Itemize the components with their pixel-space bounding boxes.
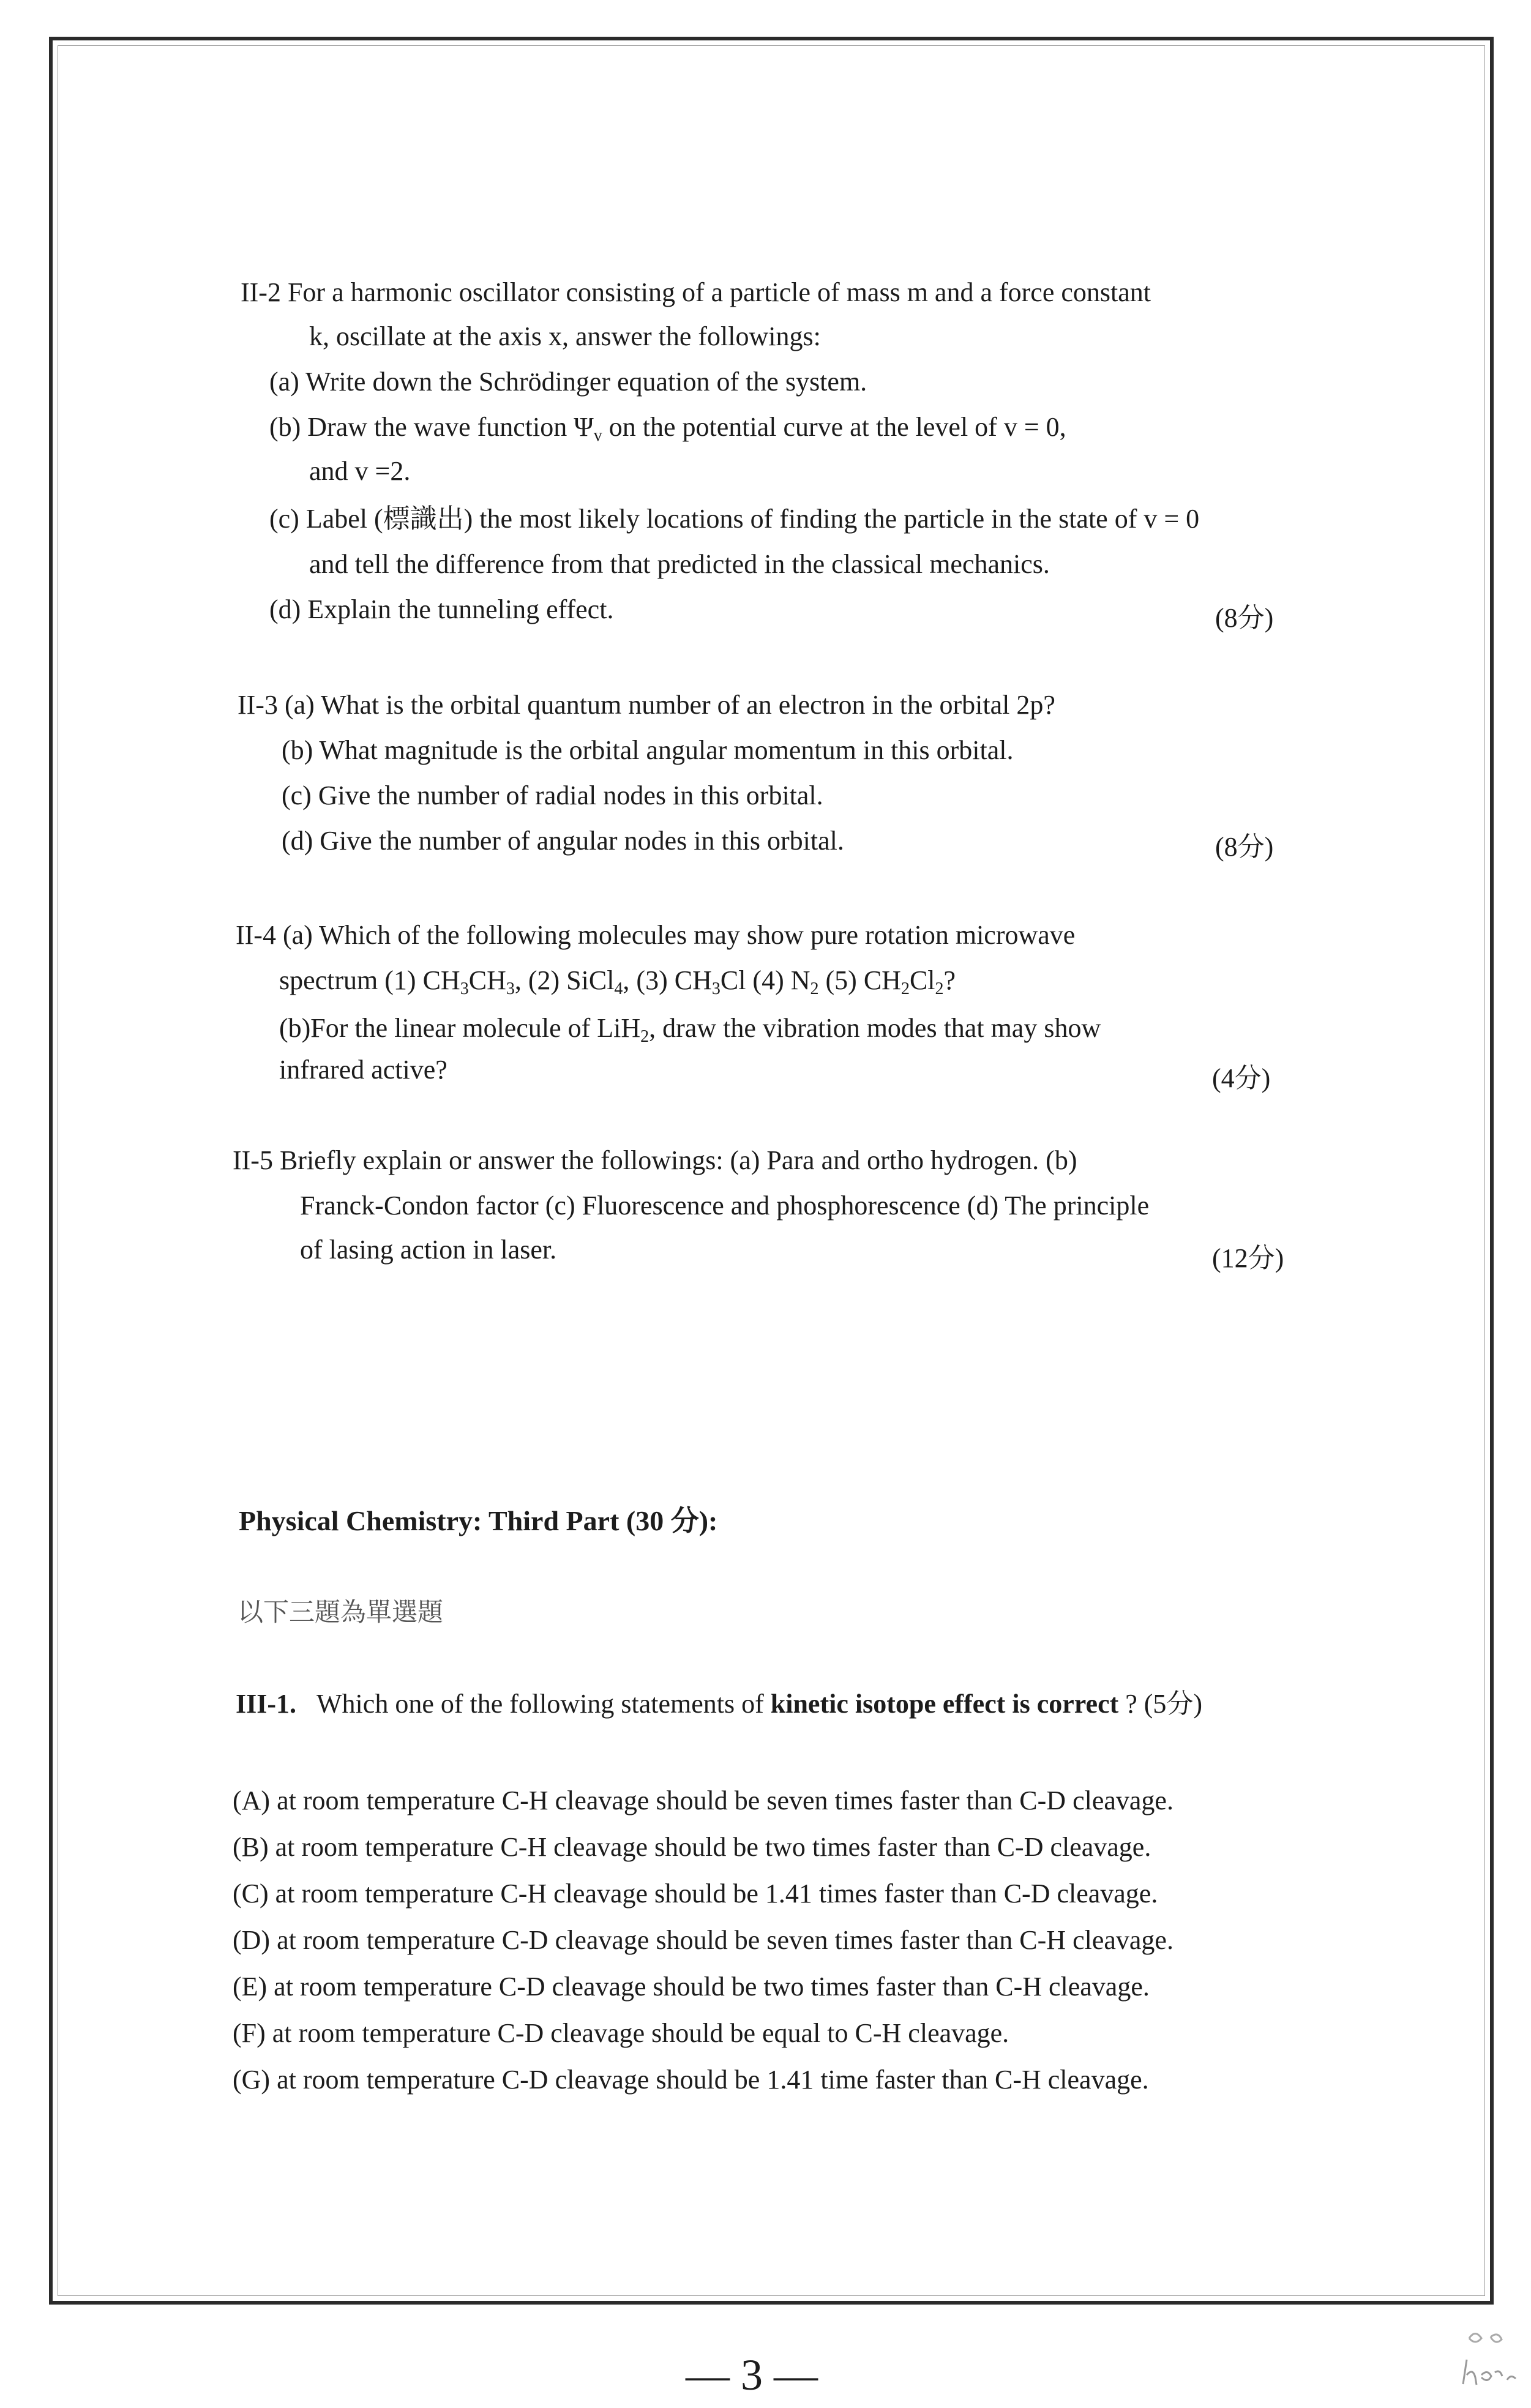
- q31-option-a: (A) at room temperature C-H cleavage should be seven times faster than C-D cleavage.: [233, 1785, 1174, 1815]
- q31-option-e: (E) at room temperature C-D cleavage should be two times faster than C-H cleavage.: [233, 1972, 1150, 2002]
- q5-score: (12分): [1212, 1243, 1284, 1273]
- q4-molecule-list: spectrum (1) $CH_3CH_3$, (2) SiCl$_4$, (3) $CH_3Cl$ (4) $N_2$ (5) $CH_2Cl_2$?: [279, 965, 956, 998]
- q31-label: III-1.: [236, 1689, 297, 1719]
- q4-score: (4分): [1212, 1063, 1271, 1093]
- q2-part-d: (d) Explain the tunneling effect.: [269, 594, 614, 624]
- q3-part-a: II-3 (a) What is the orbital quantum number of an electron in the orbital 2p?: [238, 690, 1055, 720]
- part3-note: 以下三題為單選題: [238, 1597, 444, 1627]
- q31-question: III-1. Which one of the following statements of kinetic isotope effect is correct ? (5分): [236, 1689, 1203, 1719]
- page-number: — 3 —: [686, 2350, 818, 2399]
- q31-keyword: kinetic isotope effect is correct: [770, 1689, 1119, 1719]
- part3-heading: Physical Chemistry: Third Part (30 分):: [239, 1505, 718, 1536]
- q5-line3: of lasing action in laser.: [300, 1235, 557, 1265]
- q2-part-a: (a) Write down the Schrödinger equation of the system.: [269, 367, 867, 397]
- q31-option-d: (D) at room temperature C-D cleavage should be seven times faster than C-H cleavage.: [233, 1925, 1174, 1955]
- q4-part-b: (b)For the linear molecule of LiH$_2$, draw the vibration modes that may show: [279, 1013, 1101, 1046]
- q3-score: (8分): [1215, 832, 1274, 862]
- q2-part-b-cont: and v =2.: [309, 456, 411, 486]
- psi-symbol: Ψ: [574, 412, 594, 442]
- q2-line1: II-2 For a harmonic oscillator consisting of a particle of mass m and a force constant: [241, 277, 1151, 307]
- q2-part-c: (c) Label (標識出) the most likely locations of finding the particle in the state of v = 0: [269, 504, 1200, 534]
- q4-part-b-cont: infrared active?: [279, 1055, 447, 1085]
- q3-part-c: (c) Give the number of radial nodes in this orbital.: [282, 780, 823, 810]
- handwritten-mark: [1457, 2320, 1524, 2399]
- q4-part-a: II-4 (a) Which of the following molecules may show pure rotation microwave: [236, 920, 1076, 950]
- q2-part-b: (b) Draw the wave function $\Psi_v$ on the potential curve at the level of v = 0,: [269, 412, 1066, 445]
- q31-option-f: (F) at room temperature C-D cleavage should be equal to C-H cleavage.: [233, 2018, 1009, 2048]
- q5-line1: II-5 Briefly explain or answer the followings: (a) Para and ortho hydrogen. (b): [233, 1145, 1077, 1175]
- q3-part-d: (d) Give the number of angular nodes in this orbital.: [282, 826, 844, 856]
- q3-part-b: (b) What magnitude is the orbital angular momentum in this orbital.: [282, 735, 1014, 765]
- q2-part-c-cont: and tell the difference from that predicted in the classical mechanics.: [309, 549, 1050, 579]
- q5-line2: Franck-Condon factor (c) Fluorescence and phosphorescence (d) The principle: [300, 1191, 1150, 1221]
- q31-option-c: (C) at room temperature C-H cleavage should be 1.41 times faster than C-D cleavage.: [233, 1879, 1158, 1909]
- q2-line2: k, oscillate at the axis x, answer the followings:: [309, 321, 821, 351]
- q2-score: (8分): [1215, 603, 1274, 633]
- q31-option-b: (B) at room temperature C-H cleavage should be two times faster than C-D cleavage.: [233, 1832, 1151, 1862]
- q31-option-g: (G) at room temperature C-D cleavage should be 1.41 time faster than C-H cleavage.: [233, 2065, 1149, 2095]
